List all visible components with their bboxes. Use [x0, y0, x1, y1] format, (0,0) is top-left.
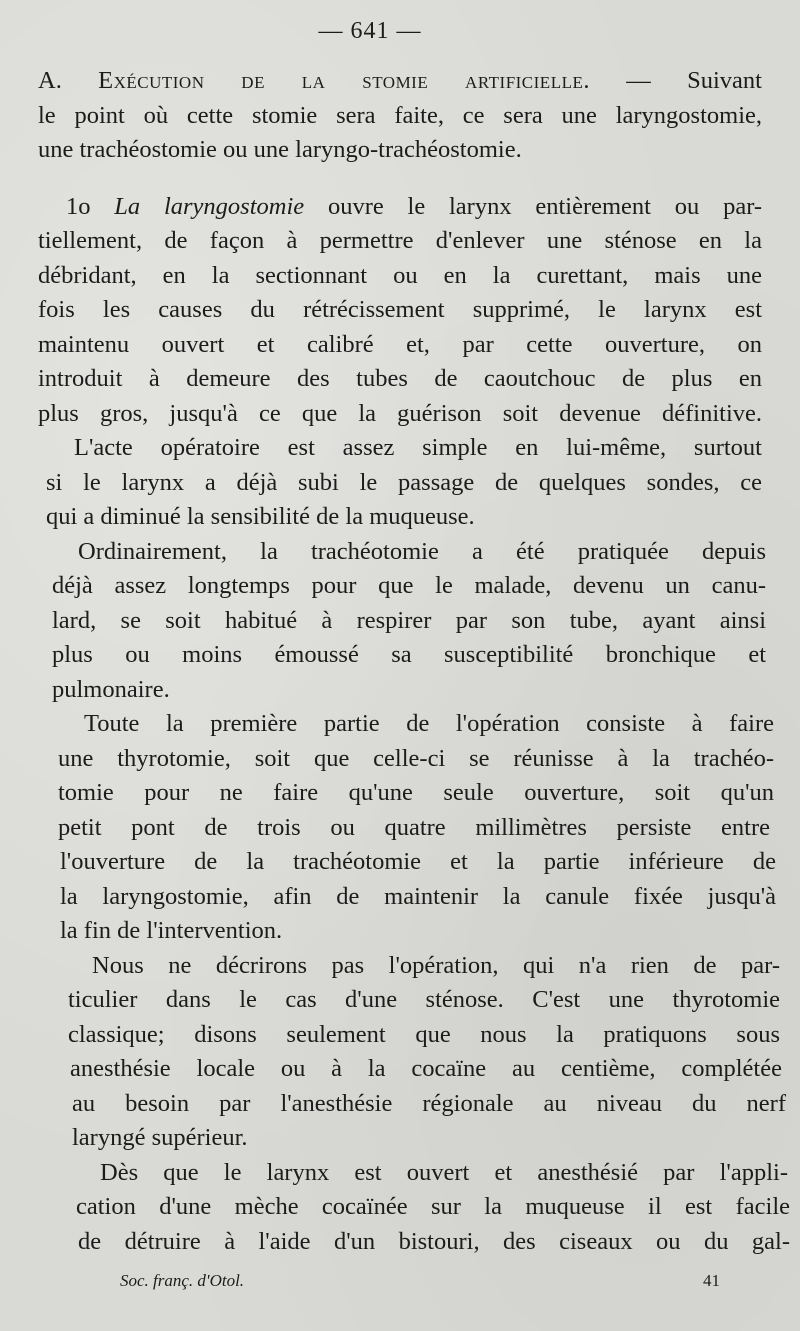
text-line: fois les causes du rétrécissement supprimé, le larynx est — [38, 296, 762, 323]
subsection-first-line-text: ouvre le larynx entièrement ou par- — [304, 192, 763, 220]
paragraph-first-line: Nous ne décrirons pas l'opération, qui n'a rien de par- — [92, 951, 780, 979]
text-line: débridant, en la sectionnant ou en la curettant, mais une — [38, 261, 762, 289]
text-line: si le larynx a déjà subi le passage de quelques sondes, ce — [46, 468, 762, 496]
text-line: déjà assez longtemps pour que le malade, devenu un canu- — [52, 572, 766, 599]
text-line: pulmonaire. — [52, 675, 170, 703]
section-heading — [38, 64, 762, 99]
heading-title: Exécution de la stomie artificielle. — [98, 67, 590, 94]
text-line: l'ouverture de la trachéotomie et la partie inférieure de — [60, 848, 776, 875]
paragraph-first-line: L'acte opératoire est assez simple en lui-même, surtout — [74, 434, 762, 461]
heading-prefix: A. — [38, 67, 99, 94]
text-line: qui a diminué la sensibilité de la muqueuse. — [46, 503, 475, 530]
text-line: petit pont de trois ou quatre millimètres persiste entre — [58, 813, 770, 841]
text-line: classique; disons seulement que nous la pratiquons sous — [68, 1020, 780, 1048]
paragraph-first-line: Toute la première partie de l'opération consiste à faire — [84, 710, 774, 737]
text-line: ticulier dans le cas d'une sténose. C'est une thyrotomie — [68, 986, 780, 1013]
subsection-term: La laryngostomie — [114, 192, 305, 220]
text-line: une trachéostomie ou une laryngo-trachéostomie. — [38, 136, 522, 163]
subsection-first-line — [38, 190, 762, 225]
text-line: plus gros, jusqu'à ce que la guérison soit devenue définitive. — [38, 399, 762, 427]
paragraph-first-line: Dès que le larynx est ouvert et anesthésié par l'appli- — [100, 1158, 788, 1186]
text-line: la fin de l'intervention. — [60, 917, 283, 944]
page-number: — 641 — — [318, 18, 422, 44]
heading-lead: — Suivant — [589, 67, 762, 94]
text-line: la laryngostomie, afin de maintenir la canule fixée jusqu'à — [60, 882, 776, 910]
text-line: plus ou moins émoussé sa susceptibilité bronchique et — [52, 641, 766, 668]
text-line: de détruire à l'aide d'un bistouri, des ciseaux ou du gal- — [78, 1227, 790, 1255]
text-line: tomie pour ne faire qu'une seule ouverture, soit qu'un — [58, 779, 774, 806]
text-line: tiellement, de façon à permettre d'enlever une sténose en la — [38, 227, 762, 254]
text-line: introduit à demeure des tubes de caoutchouc de plus en — [38, 365, 762, 392]
text-line: lard, se soit habitué à respirer par son tube, ayant ainsi — [52, 606, 766, 634]
text-line: anesthésie locale ou à la cocaïne au centième, complétée — [70, 1055, 782, 1082]
text-line: laryngé supérieur. — [72, 1124, 248, 1151]
body-text — [38, 64, 790, 1259]
text-line: au besoin par l'anesthésie régionale au niveau du nerf — [72, 1089, 786, 1117]
text-line: le point où cette stomie sera faite, ce sera une laryngostomie, — [38, 101, 762, 129]
text-line: maintenu ouvert et calibré et, par cette ouverture, on — [38, 330, 762, 358]
paragraph-first-line: Ordinairement, la trachéotomie a été pratiquée depuis — [78, 537, 766, 565]
signature-mark: 41 — [703, 1271, 720, 1290]
journal-abbreviation: Soc. franç. d'Otol. — [120, 1271, 245, 1290]
subsection-number: 1o — [66, 192, 115, 220]
text-line: une thyrotomie, soit que celle-ci se réunisse à la trachéo- — [58, 744, 774, 772]
page-footer — [120, 1271, 720, 1291]
text-line: cation d'une mèche cocaïnée sur la muqueuse il est facile — [76, 1193, 790, 1220]
